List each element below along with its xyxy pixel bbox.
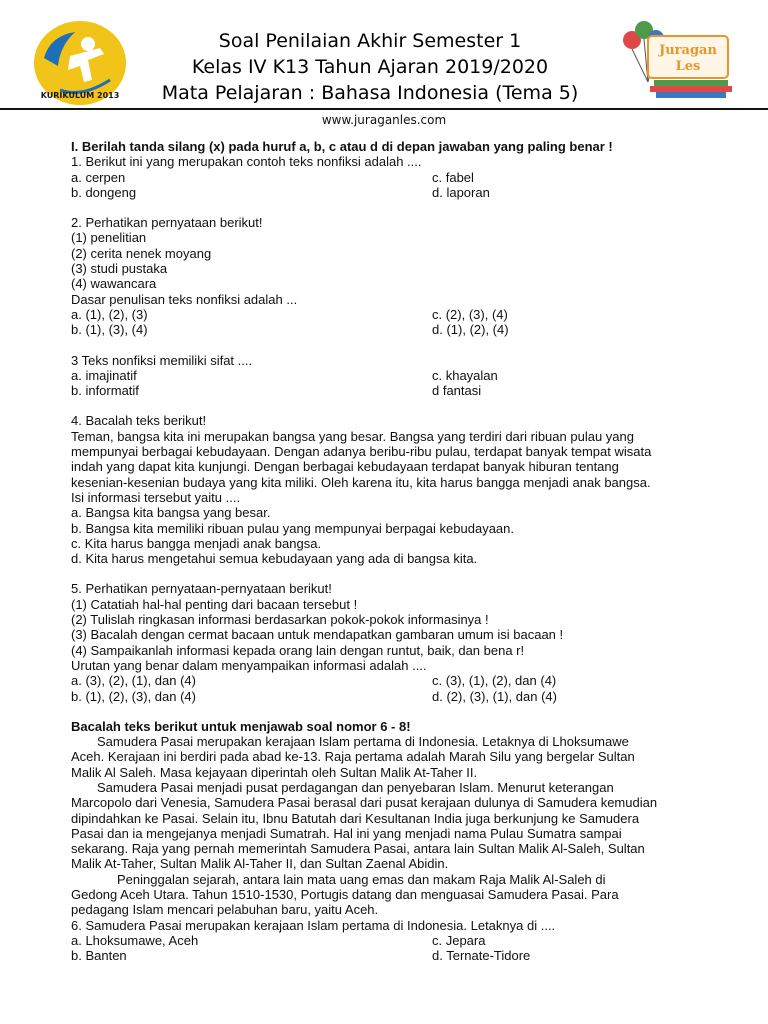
q2-option-a[interactable]: a. (1), (2), (3) xyxy=(71,306,148,322)
title-block xyxy=(130,28,610,106)
q2-intro: 2. Perhatikan pernyataan berikut! xyxy=(71,215,263,231)
q5-option-c[interactable]: c. (3), (1), (2), dan (4) xyxy=(432,673,557,689)
q3-option-b[interactable]: b. informatif xyxy=(71,383,139,399)
reading-p3-line: pedagang Islam mencari pelabuhan baru, yaitu Aceh. xyxy=(71,902,379,918)
logo-right-text-1: Juragan xyxy=(659,43,717,58)
reading-p2-line: sekarang. Raja yang pernah memerintah Samudera Pasai, antara lain Sultan Malik Al-Saleh, Sultan xyxy=(71,841,645,857)
q5-item: (3) Bacalah dengan cermat bacaan untuk mendapatkan gambaran umum isi bacaan ! xyxy=(71,627,564,643)
q5-question: Urutan yang benar dalam menyampaikan informasi adalah .... xyxy=(71,657,427,673)
reading-p1-line: Malik Al Saleh. Masa kejayaan diperintah oleh Sultan Malik At-Taher II. xyxy=(71,764,478,780)
q5-item: (1) Catatiah hal-hal penting dari bacaan tersebut ! xyxy=(71,596,358,612)
q2-options-row-1 xyxy=(71,307,711,322)
q3-options-row-1 xyxy=(71,368,711,383)
kurikulum-2013-logo xyxy=(30,18,130,108)
title-line-1: Soal Penilaian Akhir Semester 1 xyxy=(218,30,522,52)
q5-option-d[interactable]: d. (2), (3), (1), dan (4) xyxy=(432,688,557,704)
q6-option-a[interactable]: a. Lhoksumawe, Aceh xyxy=(71,932,199,948)
title-line-2: Kelas IV K13 Tahun Ajaran 2019/2020 xyxy=(191,56,549,78)
q4-option-d[interactable]: d. Kita harus mengetahui semua kebudayaan yang ada di bangsa kita. xyxy=(71,551,478,567)
q1-option-c[interactable]: c. fabel xyxy=(432,169,474,185)
q5-option-b[interactable]: b. (1), (2), (3), dan (4) xyxy=(71,688,196,704)
q5-intro: 5. Perhatikan pernyataan-pernyataan berikut! xyxy=(71,581,332,597)
q1-options-row-1 xyxy=(71,170,711,185)
reading-p2-line: Pasai dan ia mengejanya menjadi Sumatrah. Hal ini yang menjadi nama Pulau Sumatra sampai xyxy=(71,825,622,841)
q6-option-c[interactable]: c. Jepara xyxy=(432,932,486,948)
instruction: I. Berilah tanda silang (x) pada huruf a, b, c atau d di depan jawaban yang paling benar ! xyxy=(71,139,613,154)
q2-options-row-2 xyxy=(71,322,711,337)
reading-p1-line: Aceh. Kerajaan ini berdiri pada abad ke-13. Raja pertama adalah Marah Silu yang bergelar Sultan xyxy=(71,749,635,765)
q2-option-b[interactable]: b. (1), (3), (4) xyxy=(71,322,148,338)
reading-p2-line: Marcopolo dari Venesia, Samudera Pasai berasal dari pusat kerajaan dulunya di Samudera kemudian xyxy=(71,795,658,811)
q3-option-c[interactable]: c. khayalan xyxy=(432,367,498,383)
q5-option-a[interactable]: a. (3), (2), (1), dan (4) xyxy=(71,673,196,689)
title-line-3: Mata Pelajaran : Bahasa Indonesia (Tema 5) xyxy=(161,82,579,104)
reading-p2-line: dipindahkan ke Pasai. Selain itu, Ibnu Batutah dari Kesultanan India juga berkunjung ke Samudera xyxy=(71,810,640,826)
q4-option-a[interactable]: a. Bangsa kita bangsa yang besar. xyxy=(71,505,271,521)
reading-p2-line: Malik At-Taher, Sultan Malik Al-Taher II, dan Sultan Zaenal Abidin. xyxy=(71,856,449,872)
q2-item: (4) wawancara xyxy=(71,276,157,292)
q2-question: Dasar penulisan teks nonfiksi adalah ... xyxy=(71,291,298,307)
q1-option-d[interactable]: d. laporan xyxy=(432,184,490,200)
q5-item: (4) Sampaikanlah informasi kepada orang lain dengan runtut, baik, dan bena r! xyxy=(71,642,525,658)
page-header xyxy=(0,0,768,112)
reading-p1-line: Samudera Pasai merupakan kerajaan Islam pertama di Indonesia. Letaknya di Lhoksumawe xyxy=(97,734,629,750)
q1-options-row-2 xyxy=(71,185,711,200)
worksheet-body xyxy=(71,139,711,964)
logo-left-text: KURIKULUM 2013 xyxy=(40,91,120,100)
q6-option-b[interactable]: b. Banten xyxy=(71,948,127,964)
website-url[interactable]: www.juraganles.com xyxy=(321,113,447,127)
q2-item: (1) penelitian xyxy=(71,230,147,246)
q4-text-line: Teman, bangsa kita ini merupakan bangsa yang besar. Bangsa yang terdiri dari ribuan pulau yang xyxy=(71,428,634,444)
reading-heading: Bacalah teks berikut untuk menjawab soal nomor 6 - 8! xyxy=(71,718,411,734)
q2-option-d[interactable]: d. (1), (2), (4) xyxy=(432,322,509,338)
q5-item: (2) Tulislah ringkasan informasi berdasarkan pokok-pokok informasinya ! xyxy=(71,612,489,628)
q4-question: Isi informasi tersebut yaitu .... xyxy=(71,489,241,505)
q1-question: 1. Berikut ini yang merupakan contoh teks nonfiksi adalah .... xyxy=(71,154,422,170)
q1-option-a[interactable]: a. cerpen xyxy=(71,169,126,185)
q6-option-d[interactable]: d. Ternate-Tidore xyxy=(432,948,531,964)
q3-options-row-2 xyxy=(71,383,711,398)
q4-option-b[interactable]: b. Bangsa kita memiliki ribuan pulau yang mempunyai berpagai kebudayaan. xyxy=(71,520,514,536)
q4-text-line: mempunyai berbagai kebudayaan. Dengan adanya beribu-ribu pulau, terdapat banyak tempat wisata xyxy=(71,444,652,460)
header-divider xyxy=(0,108,768,110)
q4-text-line: indah yang dapat kita kunjungi. Dengan berbagai kebudayaan terdapat banyak hiburan tentang xyxy=(71,459,619,475)
q1-option-b[interactable]: b. dongeng xyxy=(71,184,137,200)
q4-text-line: kesenian-kesenian budaya yang kita miliki. Oleh karena itu, kita harus bangga menjadi anak bangsa. xyxy=(71,474,651,490)
q6-options-row-1 xyxy=(71,933,711,948)
reading-p3-line: Peninggalan sejarah, antara lain mata uang emas dan makam Raja Malik Al-Saleh di xyxy=(117,871,606,887)
logo-right-text-2: Les xyxy=(675,59,701,74)
q6-question: 6. Samudera Pasai merupakan kerajaan Islam pertama di Indonesia. Letaknya di .... xyxy=(71,917,556,933)
q2-option-c[interactable]: c. (2), (3), (4) xyxy=(432,306,508,322)
q6-options-row-2 xyxy=(71,948,711,963)
juragan-les-logo xyxy=(610,18,740,102)
reading-p2-line: Samudera Pasai menjadi pusat perdagangan dan penyebaran Islam. Menurut keterangan xyxy=(97,779,614,795)
q5-options-row-2 xyxy=(71,689,711,704)
q4-option-c[interactable]: c. Kita harus bangga menjadi anak bangsa. xyxy=(71,535,322,551)
q3-option-a[interactable]: a. imajinatif xyxy=(71,367,137,383)
q2-item: (3) studi pustaka xyxy=(71,261,168,277)
q3-option-d[interactable]: d fantasi xyxy=(432,383,482,399)
q4-intro: 4. Bacalah teks berikut! xyxy=(71,413,207,429)
q2-item: (2) cerita nenek moyang xyxy=(71,245,212,261)
reading-p3-line: Gedong Aceh Utara. Tahun 1510-1530, Portugis datang dan menguasai Samudera Pasai. Para xyxy=(71,887,619,903)
q3-question: 3 Teks nonfiksi memiliki sifat .... xyxy=(71,352,253,368)
q5-options-row-1 xyxy=(71,673,711,688)
